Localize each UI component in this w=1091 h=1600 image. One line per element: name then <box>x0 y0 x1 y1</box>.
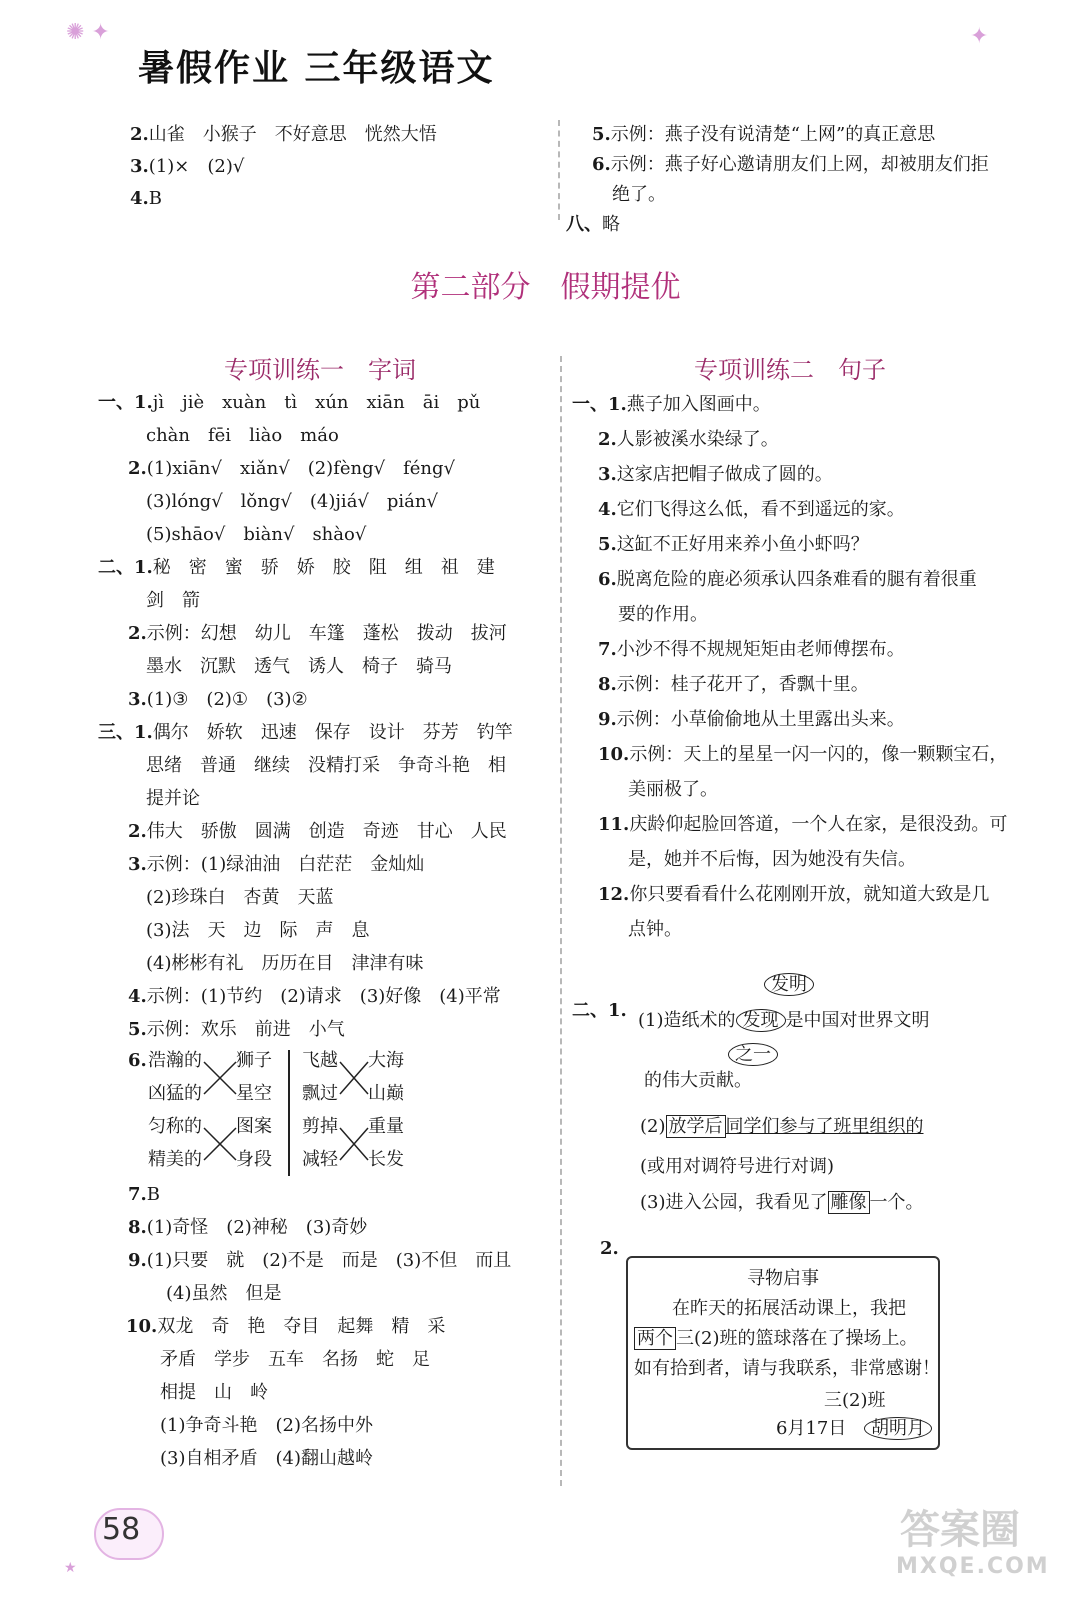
notice-date: 6月17日 <box>776 1418 847 1439</box>
answer-line: 11.庆龄仰起脸回答道，一个人在家，是很没劲。可 <box>598 814 1008 835</box>
watermark-url: MXQE.COM <box>896 1554 1050 1579</box>
proofread-insert: 发明 <box>764 974 814 996</box>
matching-right-a: 飞越 <box>302 1050 338 1071</box>
firework-decoration-icon: ✺ ✦ <box>66 20 110 45</box>
answer-line: (2)珍珠白 杏黄 天蓝 <box>146 887 334 908</box>
answer-line: 8.示例：桂子花开了，香飘十里。 <box>598 674 869 695</box>
matching-right-a: 减轻 <box>302 1149 338 1170</box>
top-left-answers <box>130 124 437 210</box>
answer-line: 10.双龙 奇 艳 夺目 起舞 精 采 <box>126 1316 446 1337</box>
answer-line: 6.脱离危险的鹿必须承认四条难看的腿有着很重 <box>598 569 977 590</box>
answer-line: 八、略 <box>566 214 620 235</box>
proofread-line: (1)造纸术的 发现 是中国对世界文明 <box>638 1010 930 1031</box>
answer-line: (3)自相矛盾 (4)翻山越岭 <box>160 1448 373 1469</box>
matching-lines <box>128 1050 428 1180</box>
matching-right-b: 重量 <box>368 1116 404 1137</box>
column-divider <box>560 356 562 1486</box>
notice-name: 胡明月 <box>864 1418 932 1440</box>
answer-line: 5.示例：欢乐 前进 小气 <box>128 1019 345 1040</box>
answer-line: (3)法 天 边 际 声 息 <box>146 920 370 941</box>
proofread-number: 二、1. <box>572 1000 627 1021</box>
proofread-line: 的伟大贡献。 <box>644 1070 752 1091</box>
matching-right-b: 大海 <box>368 1050 404 1071</box>
matching-right-a: 飘过 <box>302 1083 338 1104</box>
matching-number: 6. <box>128 1050 147 1071</box>
answer-line: 8.(1)奇怪 (2)神秘 (3)奇妙 <box>128 1217 368 1238</box>
watermark: 答案圈 <box>900 1507 1020 1553</box>
answer-line: 二、1.秘 密 蜜 骄 娇 胶 阻 组 祖 建 <box>98 557 495 578</box>
lost-item-notice <box>626 1256 940 1450</box>
answer-line: chàn fēi liào máo <box>146 425 339 446</box>
matching-left-b: 图案 <box>236 1116 272 1137</box>
answer-line: 3.(1)× (2)√ <box>130 156 245 177</box>
matching-left-b: 身段 <box>236 1149 272 1170</box>
answer-line: 2.伟大 骄傲 圆满 创造 奇迹 甘心 人民 <box>128 821 507 842</box>
answer-line: 矛盾 学步 五车 名扬 蛇 足 <box>160 1349 430 1370</box>
answer-line: 相提 山 岭 <box>160 1382 268 1403</box>
right-column-title: 专项训练二 句子 <box>694 356 886 384</box>
answer-line: 4.示例：(1)节约 (2)请求 (3)好像 (4)平常 <box>128 986 501 1007</box>
answer-line: 绝了。 <box>612 184 666 205</box>
answer-line: 一、1.燕子加入图画中。 <box>572 394 771 415</box>
answer-line: 点钟。 <box>628 919 682 940</box>
answer-line: 12.你只要看看什么花刚刚开放，就知道大致是几 <box>598 884 990 905</box>
right-column-answers <box>572 394 1052 941</box>
notice-number: 2. <box>600 1238 619 1259</box>
matching-exercise <box>128 1050 558 1180</box>
answer-line: 剑 箭 <box>146 590 200 611</box>
answer-line: 5.示例：燕子没有说清楚“上网”的真正意思 <box>592 124 936 145</box>
matching-right-a: 剪掉 <box>302 1116 338 1137</box>
answer-line: 10.示例：天上的星星一闪一闪的，像一颗颗宝石， <box>598 744 1008 765</box>
firework-decoration-icon: ✦ <box>970 24 989 49</box>
proofread-line: (3)进入公园，我看见了 雕像 一个。 <box>640 1192 924 1213</box>
answer-line: 2.示例：幻想 幼儿 车篷 蓬松 拨动 拔河 <box>128 623 507 644</box>
answer-line: (4)虽然 但是 <box>166 1283 282 1304</box>
answer-line: 5.这缸不正好用来养小鱼小虾吗？ <box>598 534 869 555</box>
matching-right-b: 长发 <box>368 1149 404 1170</box>
answer-line: 4.它们飞得这么低，看不到遥远的家。 <box>598 499 905 520</box>
answer-line: 2.山雀 小猴子 不好意思 恍然大悟 <box>130 124 437 145</box>
matching-left-a: 凶猛的 <box>148 1083 202 1104</box>
notice-signature: 三(2)班 <box>824 1390 886 1411</box>
column-divider <box>558 120 560 220</box>
answer-line: 7.小沙不得不规规矩矩由老师傅摆布。 <box>598 639 905 660</box>
matching-right-b: 山巅 <box>368 1083 404 1104</box>
answer-line: (1)争奇斗艳 (2)名扬中外 <box>160 1415 373 1436</box>
notice-line: 在昨天的拓展活动课上，我把 <box>672 1298 906 1319</box>
star-decoration-icon: ★ <box>64 1560 77 1576</box>
answer-line: (3)lóng√ lǒng√ (4)jiá√ pián√ <box>146 491 438 512</box>
proofread-insert: 之一 <box>728 1044 778 1066</box>
notice-title: 寻物启事 <box>747 1268 819 1289</box>
matching-left-a: 浩瀚的 <box>148 1050 202 1071</box>
page-number: 58 <box>102 1512 141 1547</box>
matching-left-a: 匀称的 <box>148 1116 202 1137</box>
notice-line: 如有拾到者，请与我联系，非常感谢！ <box>634 1358 940 1379</box>
answer-line: 美丽极了。 <box>628 779 718 800</box>
answer-line: 思绪 普通 继续 没精打采 争奇斗艳 相 <box>146 755 506 776</box>
section-title: 第二部分 假期提优 <box>410 270 681 305</box>
top-right-answers <box>566 124 989 236</box>
answer-line: 2.(1)xiān√ xiǎn√ (2)fèng√ féng√ <box>128 458 455 479</box>
answer-line: 2.人影被溪水染绿了。 <box>598 429 779 450</box>
matching-left-b: 狮子 <box>236 1050 272 1071</box>
answer-line: (4)彬彬有礼 历历在目 津津有味 <box>146 953 424 974</box>
answer-line: 要的作用。 <box>618 604 708 625</box>
answer-line: 3.示例：(1)绿油油 白茫茫 金灿灿 <box>128 854 425 875</box>
answer-line: 是，她并不后悔，因为她没有失信。 <box>628 849 916 870</box>
answer-line: 一、1.jì jiè xuàn tì xún xiān āi pǔ <box>98 392 481 413</box>
matching-left-b: 星空 <box>236 1083 272 1104</box>
left-column-title: 专项训练一 字词 <box>224 356 416 384</box>
answer-line: 提并论 <box>146 788 200 809</box>
matching-left-a: 精美的 <box>148 1149 202 1170</box>
answer-line: 3.这家店把帽子做成了圆的。 <box>598 464 833 485</box>
proofread-line: (或用对调符号进行对调) <box>640 1156 835 1177</box>
answer-line: 3.(1)③ (2)① (3)② <box>128 689 308 710</box>
answer-line: 三、1.偶尔 娇软 迅速 保存 设计 芬芳 钓竿 <box>98 722 513 743</box>
answer-line: 墨水 沉默 透气 诱人 椅子 骑马 <box>146 656 452 677</box>
notice-line: 两个 三(2)班的篮球落在了操场上。 <box>634 1328 918 1350</box>
answer-line: 9.示例：小草偷偷地从土里露出头来。 <box>598 709 905 730</box>
answer-line: 4.B <box>130 188 163 209</box>
answer-line: (5)shāo√ biàn√ shào√ <box>146 524 367 545</box>
left-column-answers-2 <box>98 1184 558 1470</box>
answer-line: 9.(1)只要 就 (2)不是 而是 (3)不但 而且 <box>128 1250 512 1271</box>
answer-line: 7.B <box>128 1184 161 1205</box>
book-title: 暑假作业 三年级语文 <box>138 48 495 89</box>
answer-line: 6.示例：燕子好心邀请朋友们上网，却被朋友们拒 <box>592 154 989 175</box>
left-column-answers <box>98 392 558 1052</box>
proofread-line: (2) 放学后 同学们参与了班里组织的 <box>640 1116 924 1137</box>
